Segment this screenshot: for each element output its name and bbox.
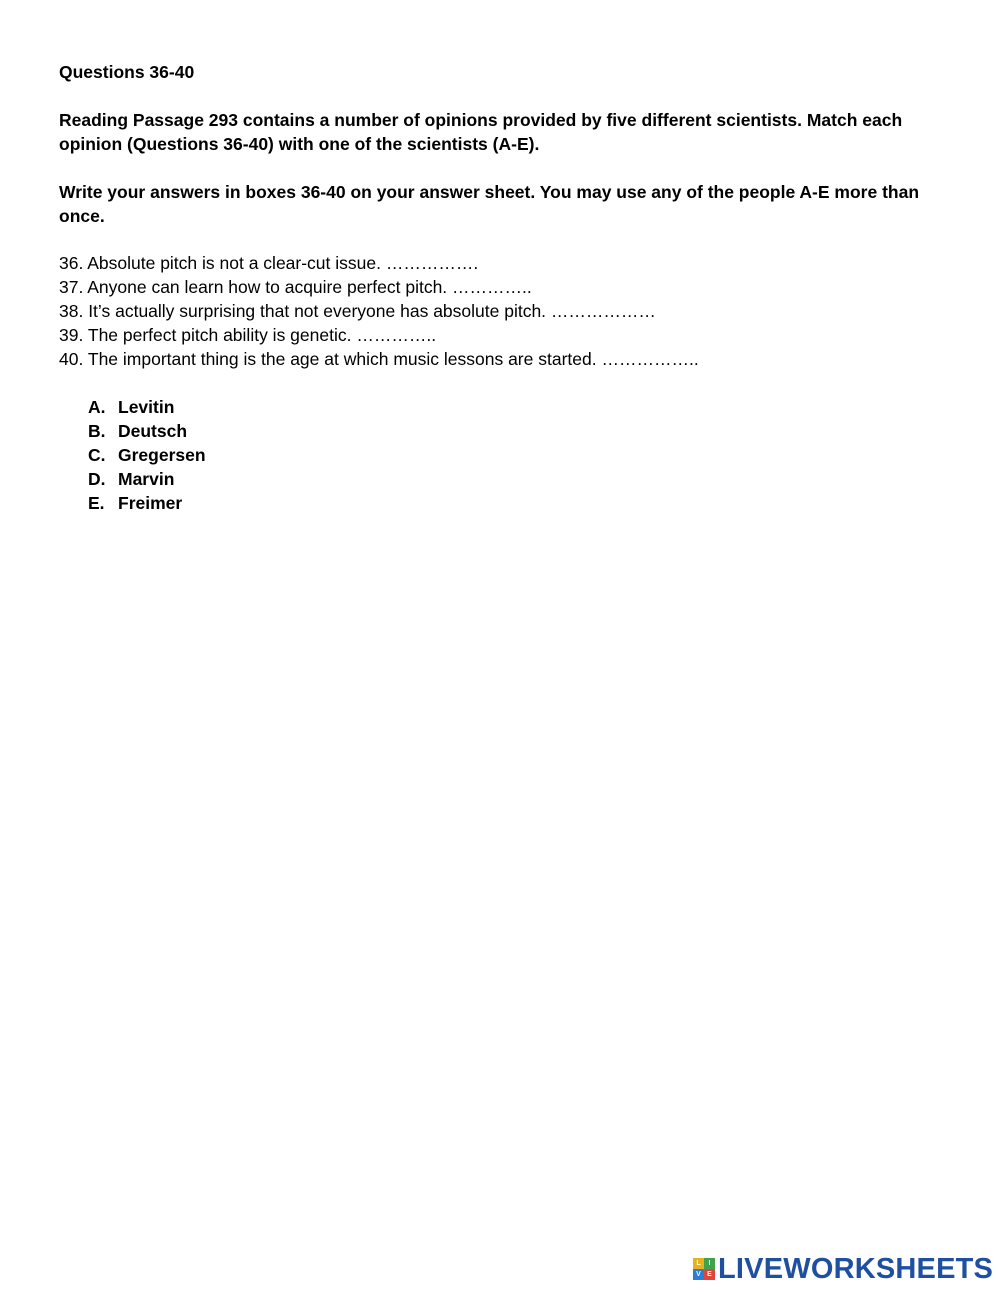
option-letter: E.: [88, 493, 105, 513]
liveworksheets-logo-icon: [693, 1258, 715, 1280]
question-37: 37. Anyone can learn how to acquire perfect pitch. …………..: [59, 277, 532, 297]
option-letter: D.: [88, 469, 106, 489]
question-39: 39. The perfect pitch ability is genetic. …………..: [59, 325, 437, 345]
option-name: Levitin: [118, 397, 175, 417]
logo-cell-v: V: [693, 1269, 704, 1280]
option-item: [88, 395, 206, 419]
option-item: [88, 491, 206, 515]
option-name: Gregersen: [118, 445, 206, 465]
logo-cell-e: E: [704, 1269, 715, 1280]
option-letter: C.: [88, 445, 106, 465]
logo-cell-l: L: [693, 1258, 704, 1269]
logo-cell-i: I: [704, 1258, 715, 1269]
option-name: Freimer: [118, 493, 183, 513]
liveworksheets-logo-text: LIVEWORKSHEETS: [718, 1253, 994, 1285]
option-item: [88, 419, 206, 443]
page-title: Questions 36-40: [59, 62, 195, 82]
option-item: [88, 443, 206, 467]
instructions: [59, 108, 929, 252]
option-letter: B.: [88, 421, 106, 441]
option-item: [88, 467, 206, 491]
option-letter: A.: [88, 397, 106, 417]
question-36: 36. Absolute pitch is not a clear-cut issue. …………….: [59, 253, 479, 273]
option-name: Marvin: [118, 469, 175, 489]
question-list: [59, 251, 939, 371]
instruction-paragraph: Write your answers in boxes 36-40 on your answer sheet. You may use any of the people A-E more than once.: [59, 182, 920, 226]
question-38: 38. It’s actually surprising that not everyone has absolute pitch. ………………: [59, 301, 656, 321]
liveworksheets-logo: [693, 1254, 993, 1284]
scientist-options: [88, 395, 206, 515]
option-name: Deutsch: [118, 421, 188, 441]
instruction-paragraph: Reading Passage 293 contains a number of opinions provided by five different scientists. Match each opinion (Questions 36-40) with one of the scientists (A-E).: [59, 110, 903, 154]
question-40: 40. The important thing is the age at which music lessons are started. ……………..: [59, 349, 699, 369]
